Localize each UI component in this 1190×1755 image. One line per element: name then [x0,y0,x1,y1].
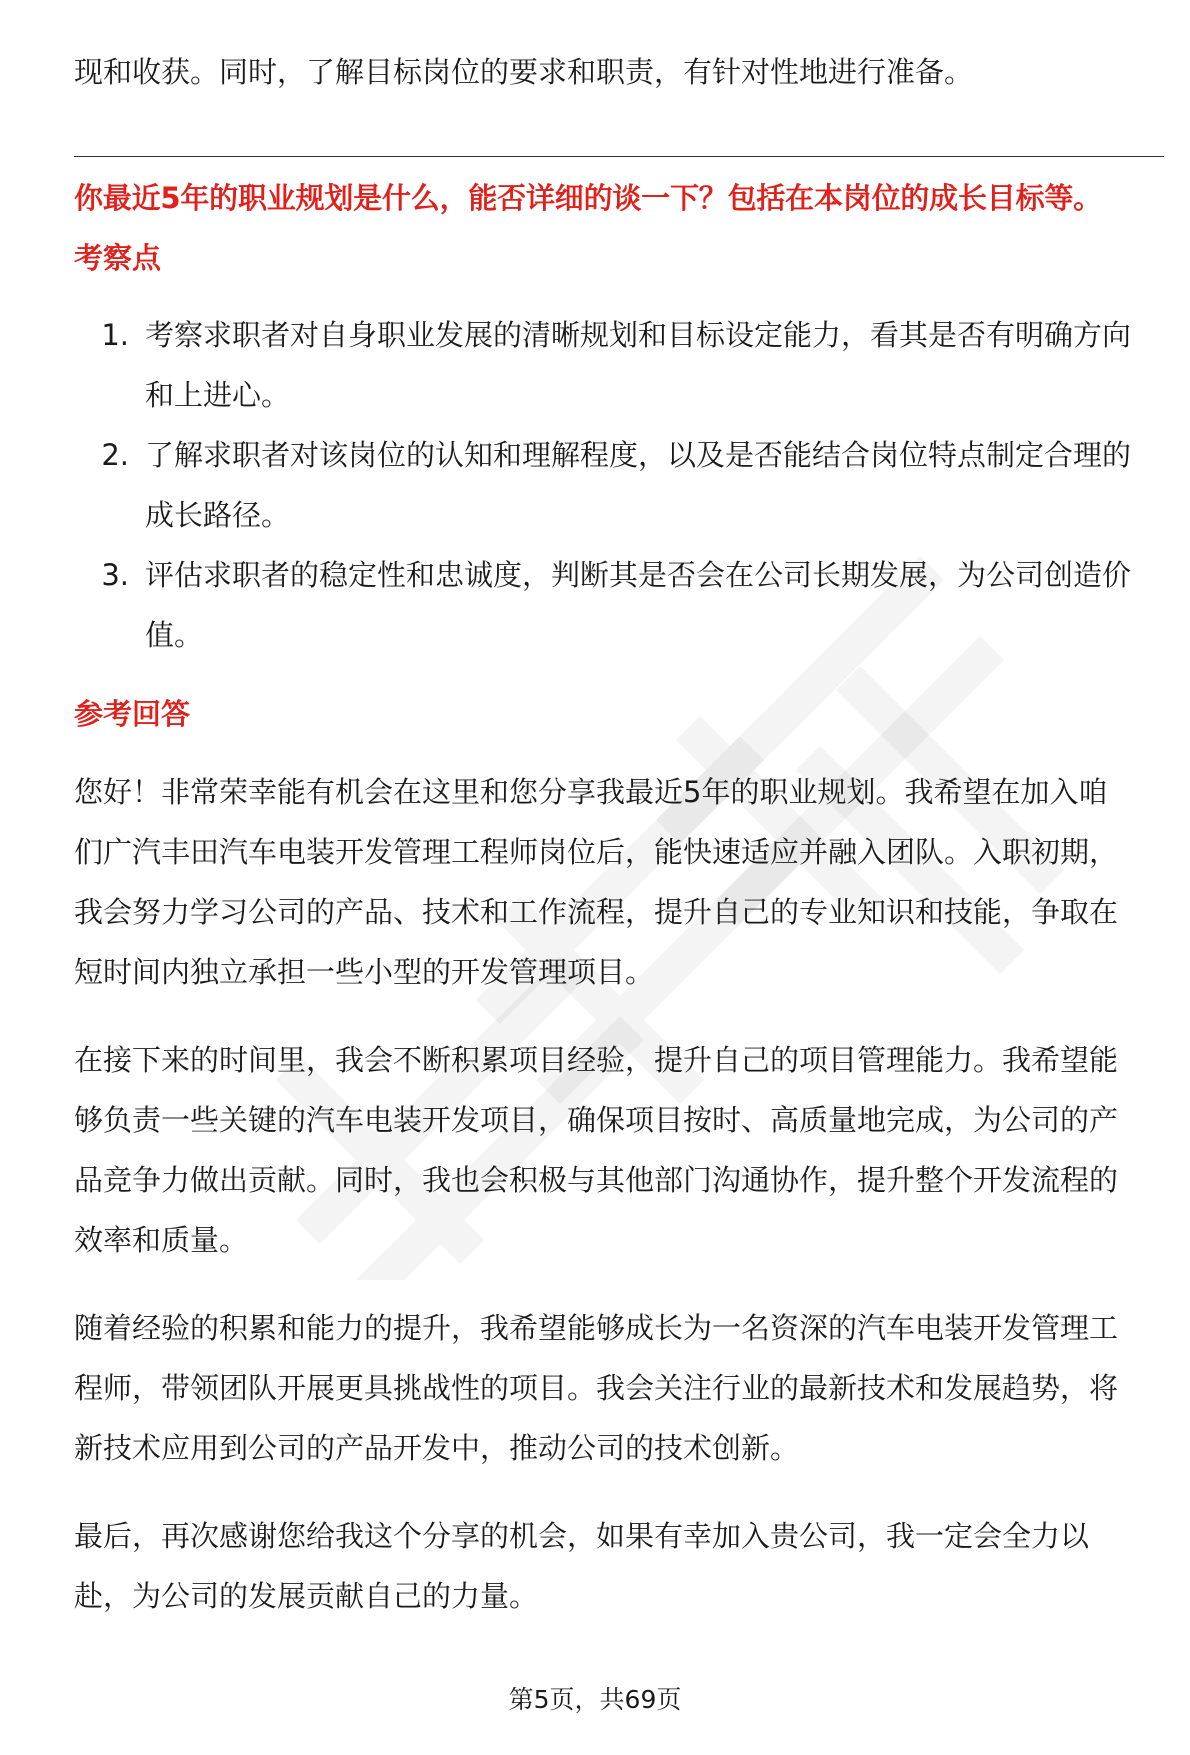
list-item [74,545,1164,665]
list-text-line: 考察求职者对自身职业发展的清晰规划和目标设定能力，看其是否有明确方向 [145,318,1132,352]
list-number: 1. [101,318,129,352]
intro-line: 现和收获。同时，了解目标岗位的要求和职责，有针对性地进行准备。 [74,55,974,89]
section-divider [74,156,1164,157]
paragraph-line: 赴，为公司的发展贡献自己的力量。 [74,1579,539,1613]
interview-question: 你最近5年的职业规划是什么，能否详细的谈一下？包括在本岗位的成长目标等。 [74,181,1102,215]
list-text-line: 和上进心。 [145,378,291,412]
examine-title: 考察点 [74,241,162,275]
list-item [74,305,1164,425]
paragraph-line: 我会努力学习公司的产品、技术和工作流程，提升自己的专业知识和技能，争取在 [74,895,1119,929]
paragraph-line: 品竞争力做出贡献。同时，我也会积极与其他部门沟通协作，提升整个开发流程的 [74,1163,1119,1197]
page-footer: 第5页，共69页 [508,1685,682,1714]
answer-paragraph [74,762,1164,1002]
list-number: 2. [101,438,129,472]
paragraph-line: 短时间内独立承担一些小型的开发管理项目。 [74,955,655,989]
answer-title: 参考回答 [74,697,191,731]
paragraph-line: 们广汽丰田汽车电装开发管理工程师岗位后，能快速适应并融入团队。入职初期， [74,835,1119,869]
examine-list [74,305,1164,665]
paragraph-line: 您好！非常荣幸能有机会在这里和您分享我最近5年的职业规划。我希望在加入咱 [74,775,1108,809]
paragraph-line: 随着经验的积累和能力的提升，我希望能够成长为一名资深的汽车电装开发管理工 [74,1311,1119,1345]
paragraph-line: 新技术应用到公司的产品开发中，推动公司的技术创新。 [74,1431,800,1465]
answer-paragraph [74,1298,1164,1478]
paragraph-line: 效率和质量。 [74,1223,249,1257]
answer-paragraph [74,1506,1164,1626]
list-text-line: 值。 [145,618,204,652]
list-item [74,425,1164,545]
paragraph-line: 最后，再次感谢您给我这个分享的机会，如果有幸加入贵公司，我一定会全力以 [74,1519,1090,1553]
paragraph-line: 在接下来的时间里，我会不断积累项目经验，提升自己的项目管理能力。我希望能 [74,1043,1119,1077]
list-number: 3. [101,558,129,592]
answer-paragraph [74,1030,1164,1270]
list-text-line: 成长路径。 [145,498,291,532]
paragraph-line: 程师，带领团队开展更具挑战性的项目。我会关注行业的最新技术和发展趋势，将 [74,1371,1119,1405]
list-text-line: 评估求职者的稳定性和忠诚度，判断其是否会在公司长期发展，为公司创造价 [145,558,1132,592]
list-text-line: 了解求职者对该岗位的认知和理解程度，以及是否能结合岗位特点制定合理的 [145,438,1132,472]
paragraph-line: 够负责一些关键的汽车电装开发项目，确保项目按时、高质量地完成，为公司的产 [74,1103,1119,1137]
